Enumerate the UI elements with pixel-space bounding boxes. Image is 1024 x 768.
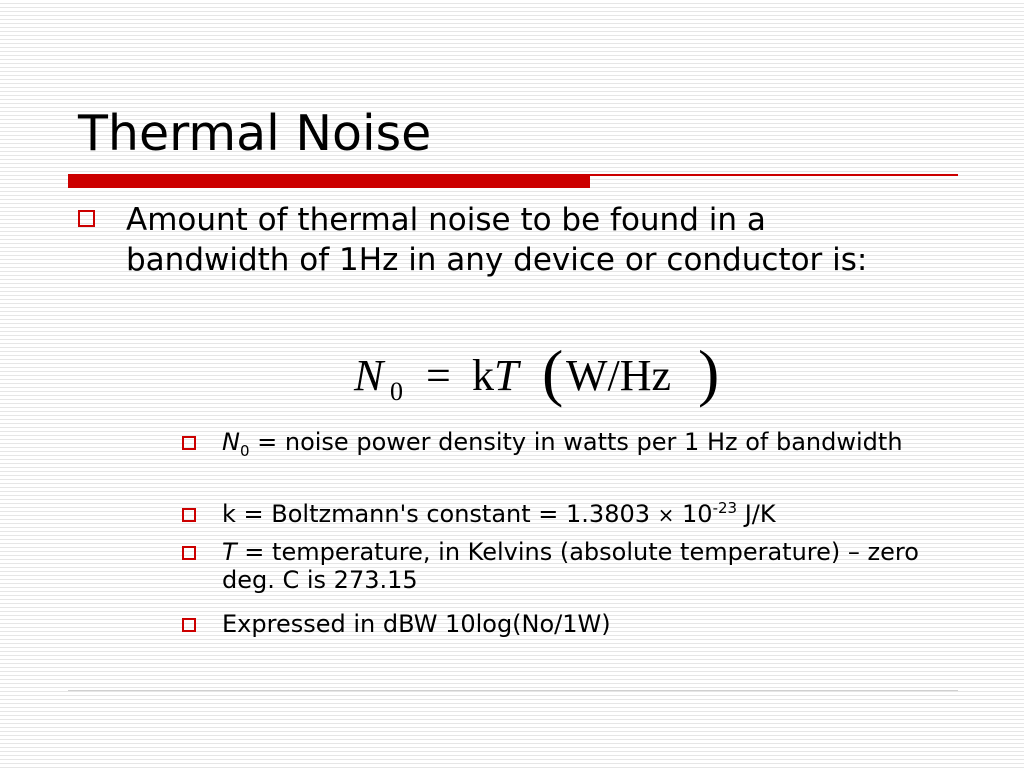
bullet-square-icon [78, 210, 95, 227]
formula-n: N [354, 351, 384, 400]
slide-title: Thermal Noise [78, 105, 432, 162]
formula-right-paren: ) [698, 337, 720, 408]
title-underline-thick [68, 174, 590, 188]
main-bullet-text: Amount of thermal noise to be found in a bandwidth of 1Hz in any device or conductor is: [126, 202, 868, 278]
sub-bullet-temperature [222, 538, 942, 594]
boltzmann-exponent: -23 [712, 499, 738, 517]
sub-bullet-boltzmann [222, 500, 942, 529]
footer-divider [68, 690, 958, 691]
sub-bullet-square-icon [182, 508, 196, 522]
thermal-noise-formula [350, 337, 730, 420]
sub-bullet-dbw: Expressed in dBW 10log(No/1W) [222, 610, 611, 638]
t-variable: T [222, 538, 237, 566]
formula-left-paren: ( [542, 337, 564, 408]
formula-k: k [472, 351, 494, 400]
n0-variable: N [222, 428, 240, 456]
formula-t: T [494, 351, 519, 400]
title-underline-thin [590, 174, 958, 176]
times-sign: × [657, 503, 675, 527]
boltzmann-unit: J/K [737, 500, 776, 528]
sub-bullet-square-icon [182, 436, 196, 450]
formula-unit: W/Hz [566, 351, 672, 400]
sub-bullet-n0 [222, 428, 942, 460]
boltzmann-prefix: k = Boltzmann's constant = 1.3803 [222, 500, 658, 528]
temperature-description: = temperature, in Kelvins (absolute temperature) – zero deg. C is 273.15 [222, 538, 919, 594]
n0-description: = noise power density in watts per 1 Hz of bandwidth [249, 428, 903, 456]
title-underline [68, 174, 958, 188]
sub-bullet-square-icon [182, 618, 196, 632]
formula-subscript: 0 [390, 377, 403, 406]
n0-subscript: 0 [239, 441, 250, 460]
formula-equals: = [426, 351, 451, 400]
sub-bullet-square-icon [182, 546, 196, 560]
boltzmann-base: 10 [674, 500, 713, 528]
